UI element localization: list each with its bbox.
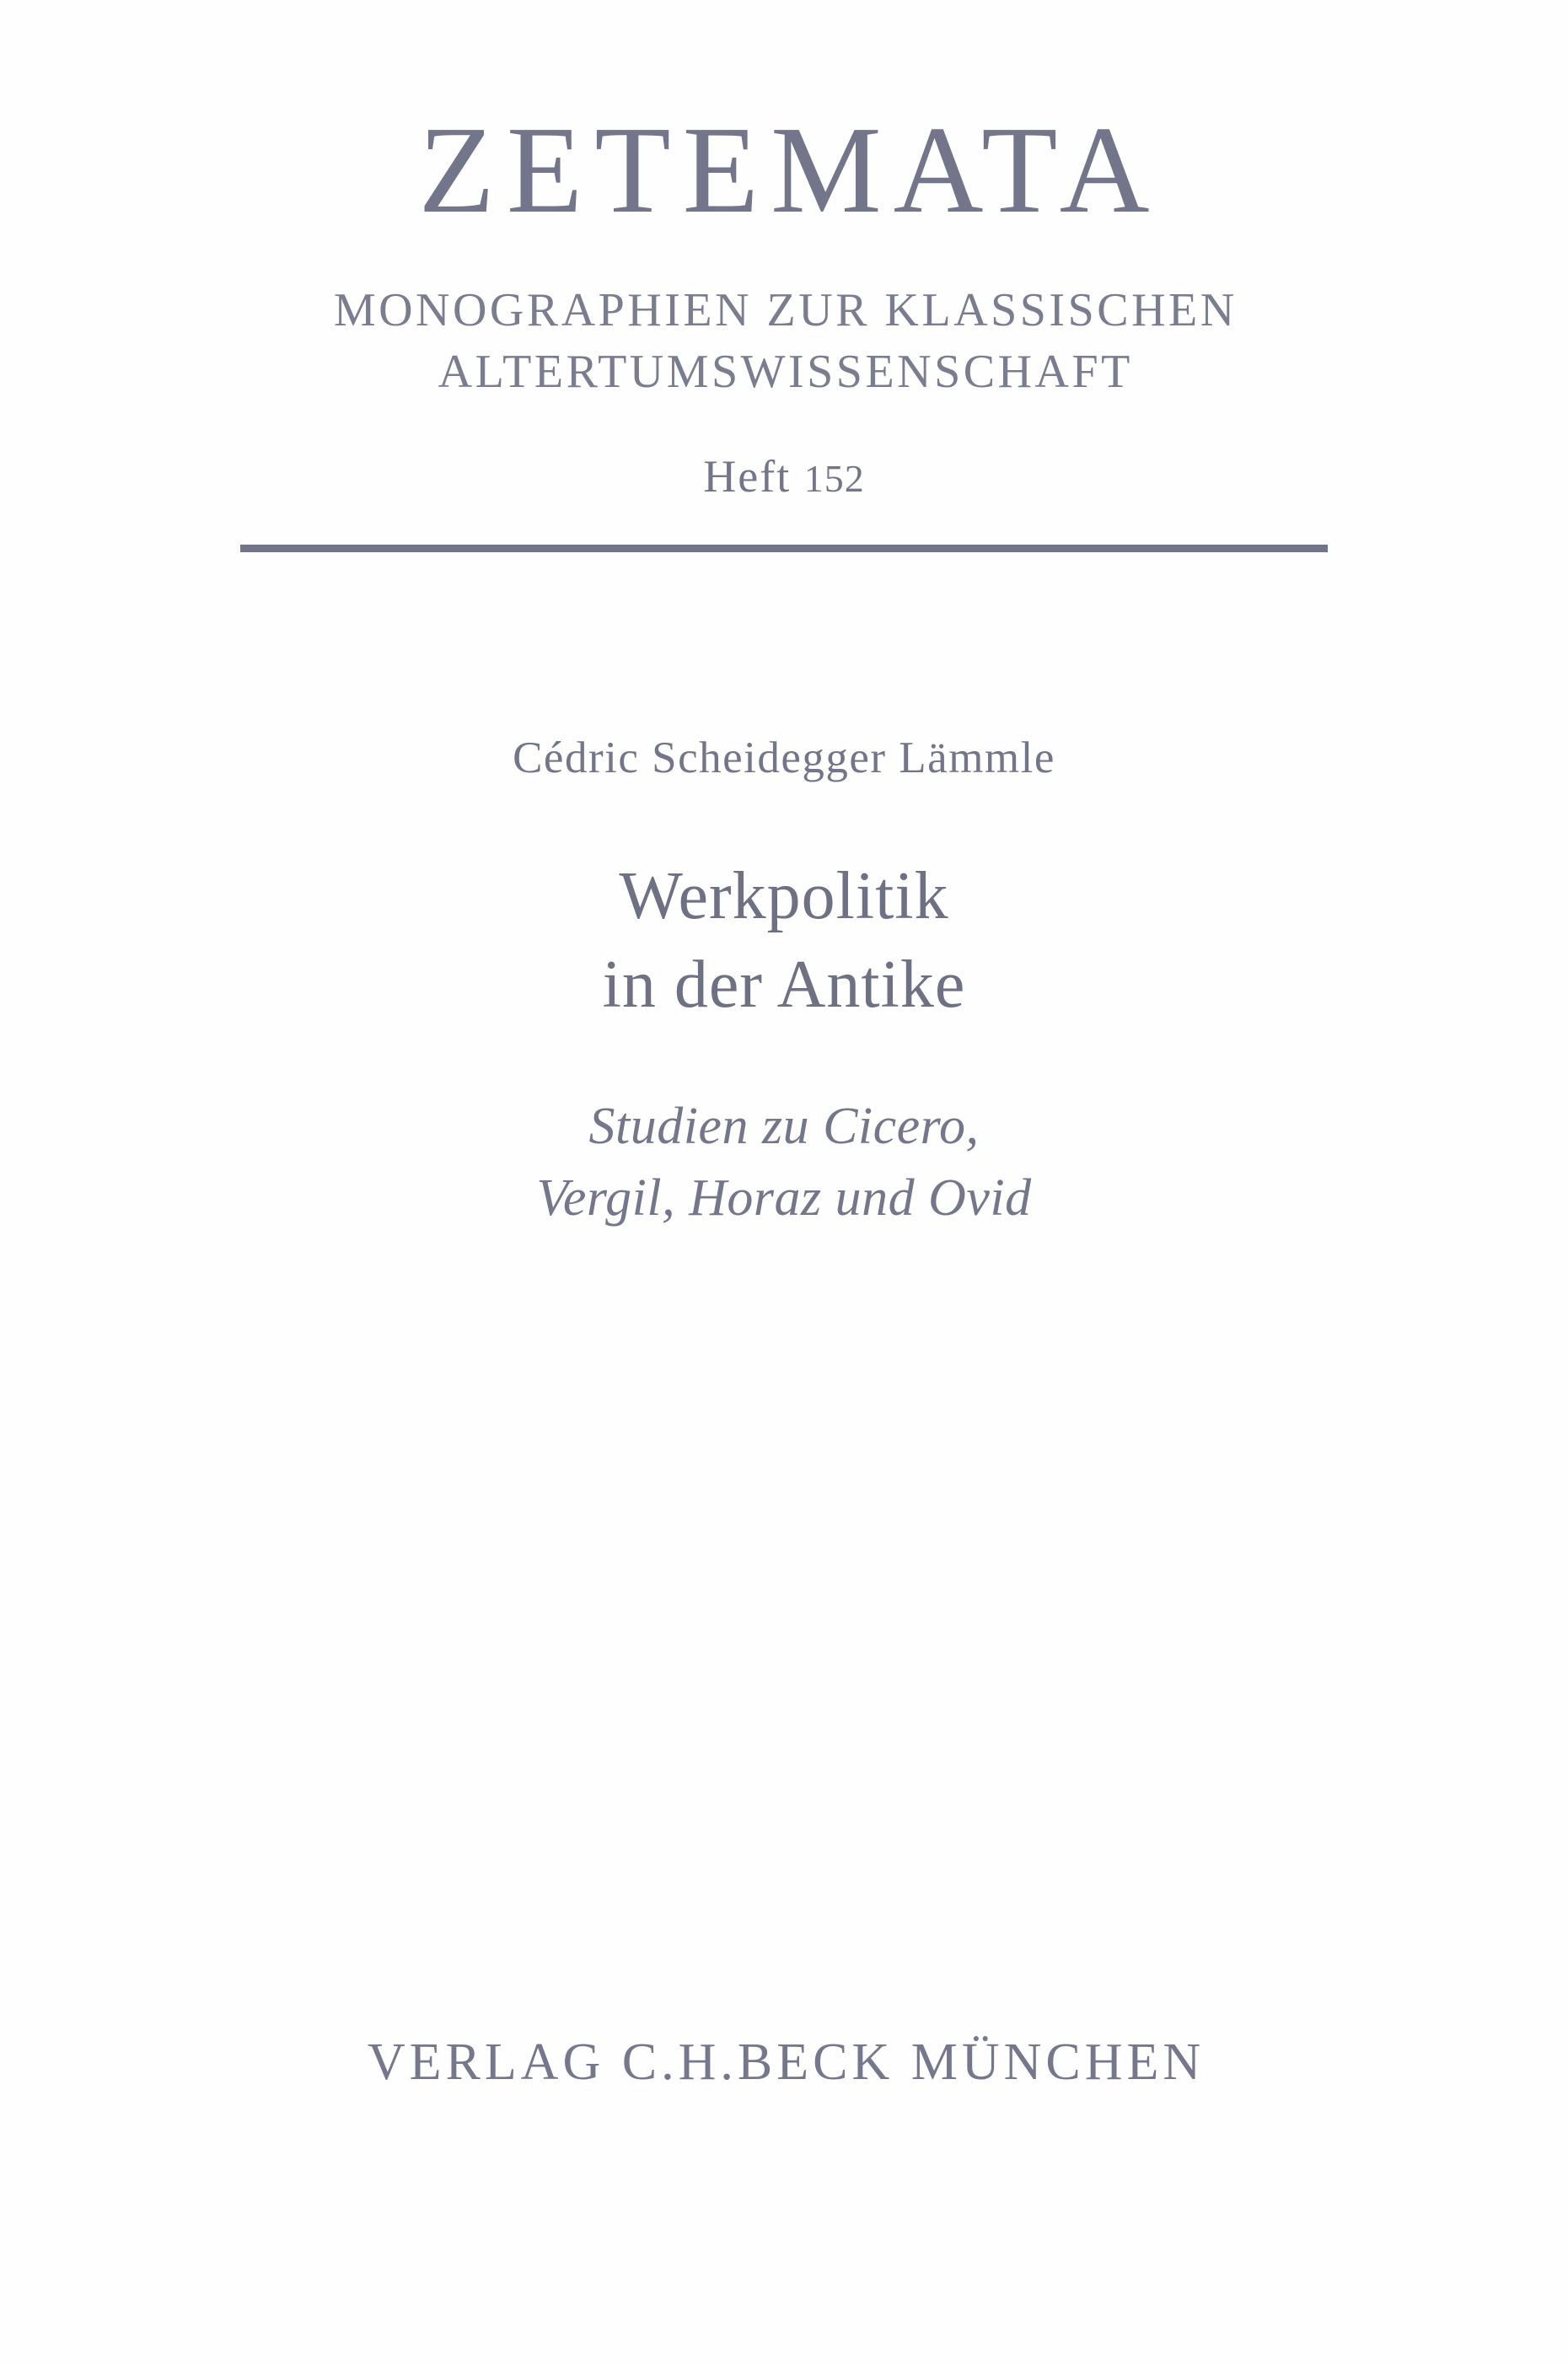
- book-subtitle: [0, 1091, 1568, 1235]
- series-subtitle-line-1: MONOGRAPHIEN ZUR KLASSISCHEN: [333, 284, 1238, 336]
- issue-label: Heft: [703, 450, 792, 502]
- series-header: [0, 101, 1568, 552]
- series-name: ZETEMATA: [418, 101, 1162, 239]
- title-block: [0, 733, 1568, 1235]
- series-subtitle: [0, 280, 1568, 403]
- author-name: Cédric Scheidegger Lämmle: [513, 733, 1055, 782]
- book-subtitle-line-2: Vergil, Horaz und Ovid: [536, 1169, 1032, 1228]
- series-subtitle-line-2: ALTERTUMSWISSENSCHAFT: [438, 345, 1133, 398]
- issue-number: 152: [803, 456, 865, 500]
- book-title-line-2: in der Antike: [602, 948, 966, 1023]
- book-subtitle-line-1: Studien zu Cicero,: [588, 1097, 980, 1155]
- issue-designation: [0, 450, 1568, 502]
- book-title-line-1: Werkpolitik: [619, 858, 949, 933]
- horizontal-rule: [240, 545, 1328, 552]
- publisher-imprint: VERLAG C.H.BECK MÜNCHEN: [367, 2034, 1206, 2091]
- book-title: [0, 852, 1568, 1030]
